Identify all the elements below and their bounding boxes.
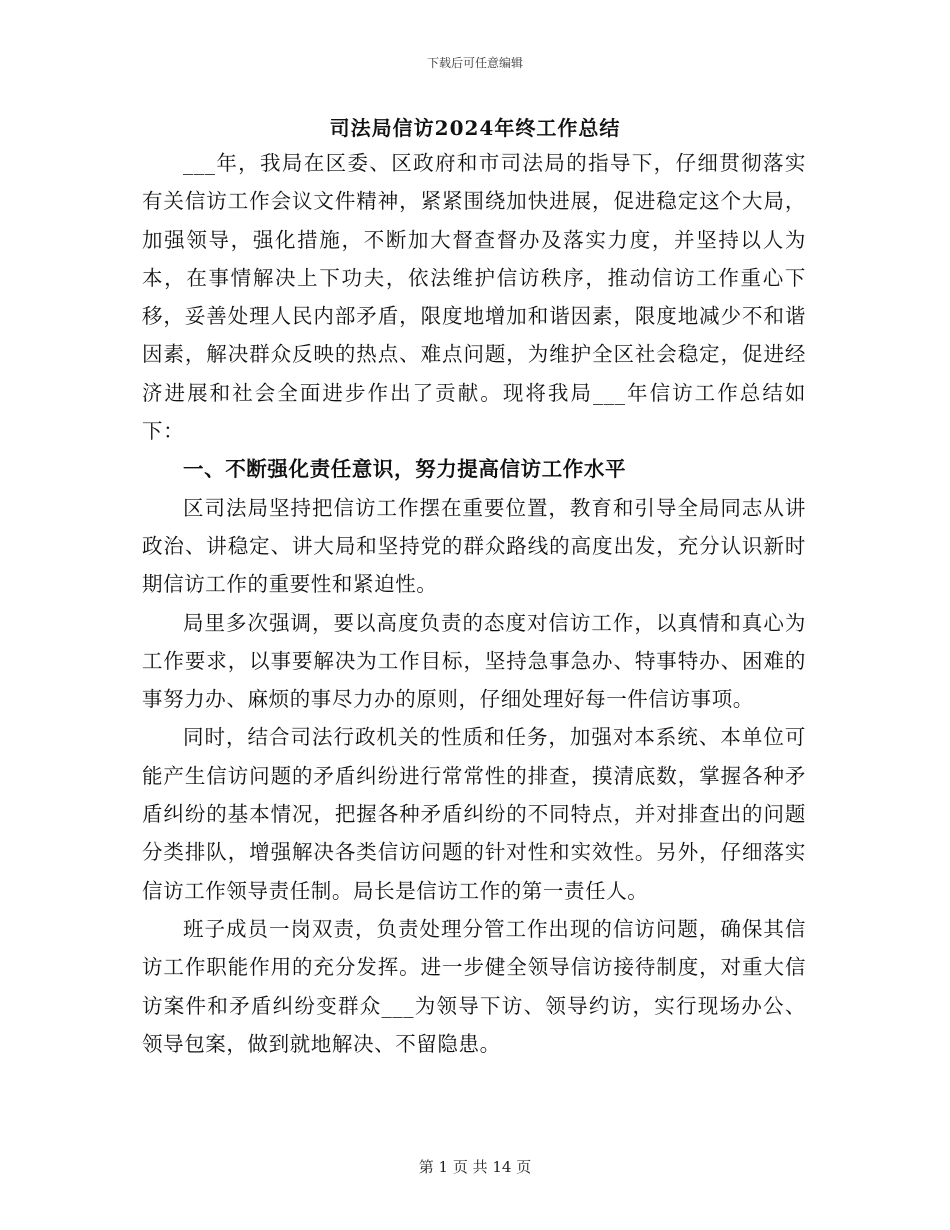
document-body [142,144,806,1063]
page-footer: 第 1 页 共 14 页 [418,1158,532,1176]
paragraph-responsibility: 区司法局坚持把信访工作摆在重要位置，教育和引导全局同志从讲政治、讲稳定、讲大局和坚持党的群众路线的高度出发，充分认识新时期信访工作的重要性和紧迫性。 [142,495,806,597]
paragraph-intro: ___年，我局在区委、区政府和市司法局的指导下，仔细贯彻落实有关信访工作会议文件精神，紧紧围绕加快进展，促进稳定这个大局，加强领导，强化措施，不断加大督查督办及落实力度，并坚持以人为本，在事情解决上下功夫，依法维护信访秩序，推动信访工作重心下移，妥善处理人民内部矛盾，限度地增加和谐因素，限度地减少不和谐因素，解决群众反映的热点、难点问题，为维护全区社会稳定，促进经济进展和社会全面进步作出了贡献。现将我局___年信访工作总结如下： [142,151,806,444]
paragraph-leadership: 班子成员一岗双责，负责处理分管工作出现的信访问题，确保其信访工作职能作用的充分发挥。进一步健全领导信访接待制度，对重大信访案件和矛盾纠纷变群众___为领导下访、领导约访，实行现场办公、领导包案，做到就地解决、不留隐患。 [142,916,806,1056]
section-heading-1: 一、不断强化责任意识，努力提高信访工作水平 [183,457,627,482]
paragraph-attitude: 局里多次强调，要以高度负责的态度对信访工作，以真情和真心为工作要求，以事要解决为工作目标，坚持急事急办、特事特办、困难的事努力办、麻烦的事尽力办的原则，仔细处理好每一件信访事项。 [142,610,806,712]
header-note: 下载后可任意编辑 [426,56,523,70]
document-title: 司法局信访2024年终工作总结 [329,116,621,140]
paragraph-investigation: 同时，结合司法行政机关的性质和任务，加强对本系统、本单位可能产生信访问题的矛盾纠纷进行常常性的排查，摸清底数，掌握各种矛盾纠纷的基本情况，把握各种矛盾纠纷的不同特点，并对排查出的问题分类排队，增强解决各类信访问题的针对性和实效性。另外，仔细落实信访工作领导责任制。局长是信访工作的第一责任人。 [142,725,806,903]
